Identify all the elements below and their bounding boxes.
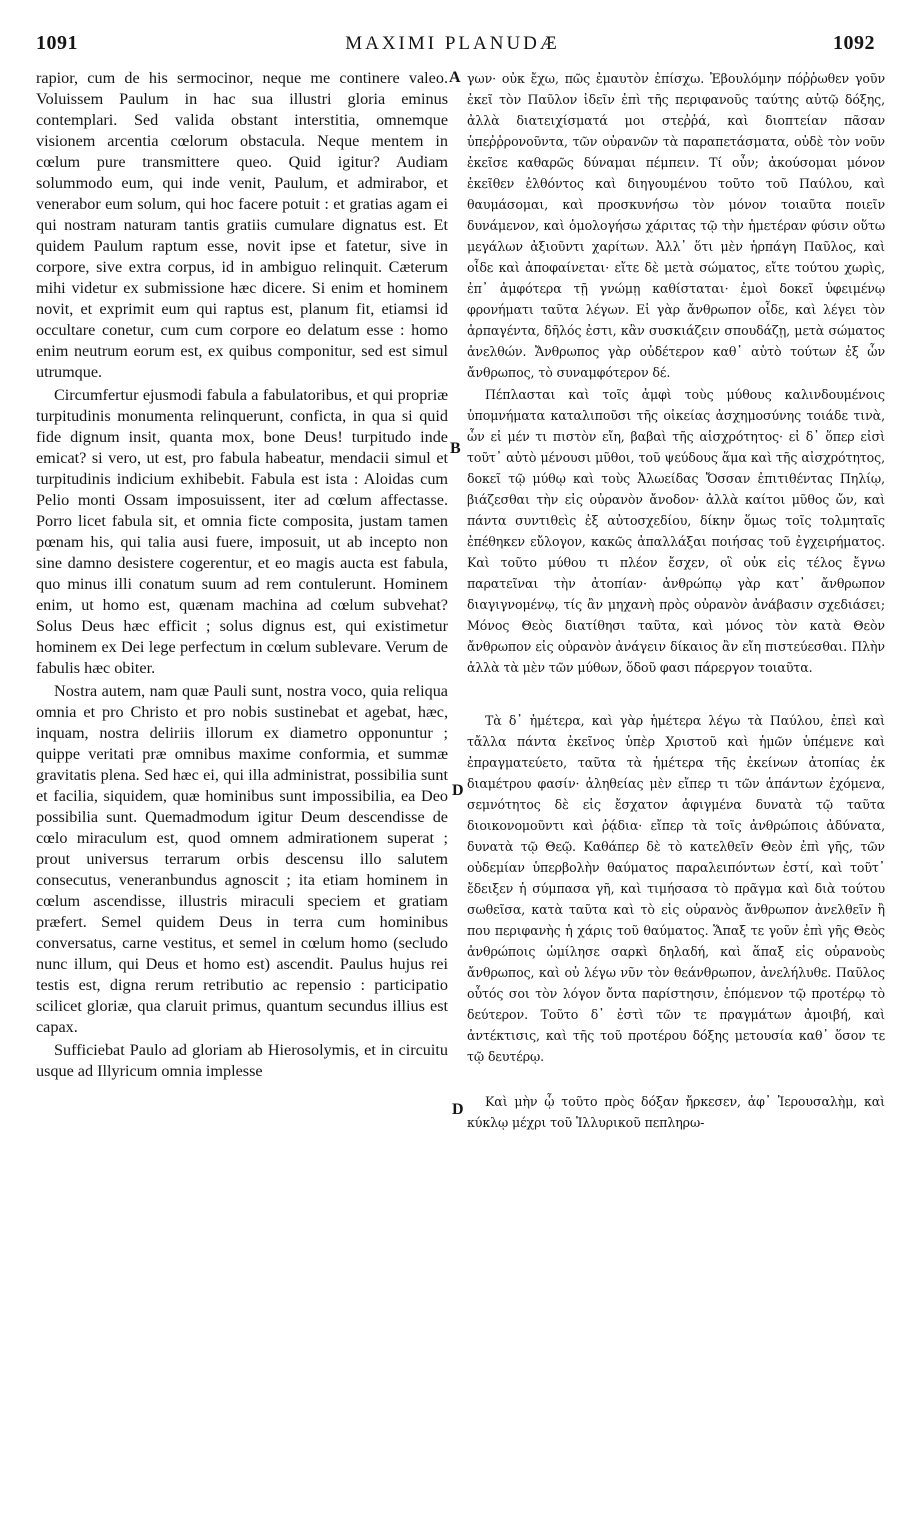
right-page-number: 1092 [833,32,875,54]
latin-paragraph: Circumfertur ejusmodi fabula a fabulatoribus, et qui propriæ turpitudinis monumenta relinquerunt, conficta, in qua si quid fide dignum insit, quanta mox, bone Deus! turpitudo inde emicat? si vero, ut est, pro fabula habeatur, mendacii simul et turpitudinis indicium exhibebit. Fabula est ista : Aloidas cum Pelio monti Ossam imposuissent, iter ad cœlum affectasse. Porro licet fabula sit, et omnia ficte composita, justam tamen pœnam his, qui talia ausi fuere, imposuit, ut ab incepto non sine damno desistere cogerentur, et eo magis aucta est fabula, quo minus illi conatum suum ad rem contulerunt. Hominem enim, ut homo est, quænam machina ad cœlum subvehat? Solus Deus hæc efficit ; solus dignus est, qui existimetur hominem ex Dei lege perfectum in cœlum sublevare. Verum de fabulis hæc obiter. [36,386,448,677]
margin-marker-d: D [452,782,464,799]
greek-paragraph: γων· οὐκ ἔχω, πῶς ἐμαυτὸν ἐπίσχω. Ἐβουλόμην πόῤῥωθεν γοῦν ἐκεῖ τὸν Παῦλον ἰδεῖν ἐπὶ τῆς περιφανοῦς ταύτης αὐτῷ δόξης, ἀλλὰ διατειχίσματά μοι στεῤῥά, καὶ διοπτείαν πᾶσαν ὑπεῤῥρονοῦντα, τῶν οὐρανῶν τὰ παραπετάσματα, οὐδὲ τὸν νοῦν ἐκεῖσε καθαρῶς δύναμαι πέμπειν. Τί οὖν; ἀκούσομαι μόνον ἐκεῖθεν ἐλθόντος καὶ διηγουμένου τοῦτο τοῦ Παύλου, καὶ θαυμάσομαι, καὶ προσκυνήσω τὸν μόνον τοιαῦτα ποιεῖν δυνάμενον, καὶ ὁμολογήσω χάριτας τῷ τὴν ἡμετέραν φύσιν οὕτω μεγάλων ἀξιοῦντι χαρίτων. Ἀλλ᾽ ὅτι μὲν ἡρπάγη Παῦλος, καὶ οἶδε καὶ ἀποφαίνεται· εἴτε δὲ μετὰ σώματος, εἴτε τούτου χωρὶς, ἐπ᾽ ἀμφότερα τῇ γνώμῃ καθίσταται· ἐμοὶ δοκεῖ ὑφειμένῳ φρονήματι ταῦτα λέγων. Εἰ γὰρ ἄνθρωπον οἶδε, καὶ λέγει τὸν ἁρπαγέντα, δῆλός ἐστι, κἂν συσκιάζειν σπουδάζῃ, μετὰ σώματος ἀνελθών. Ἄνθρωπος γὰρ οὐδέτερον καθ᾽ αὑτὸ τούτων ἐξ ὧν ἄνθρωπος, τὸ συναμφότερον δέ. [467,71,885,380]
margin-marker-b: B [450,440,461,457]
latin-paragraph: rapior, cum de his sermocinor, neque me continere valeo. Voluissem Paulum in hac sua illustri gloria eminus contemplari. Sed valida obstant interstitia, omnemque visionem arcentia cœlorum obstacula. Neque mentem in cœlum pure transmittere queo. Quid igitur? Audiam solummodo eum, qui inde venit, Paulum, et admirabor, et venerabor eum solum, qui hoc facere potuit : et gratias agam ei qui nostram naturam tantis gratiis cumulare dignatus est. Et quidem Paulum raptum esse, novit ipse et fatetur, sive in corpore, sive extra corpus, id in ambiguo relinquit. Cæterum mihi videtur ex submissione hæc dicere. Si enim et hominem novit, et exprimit eum qui raptus est, planum fit, etiamsi id occultare conetur, cum cum corpore eo delatum esse : homo enim neutrum eorum est, ex quibus componitur, sed est simul utrumque. [36,69,448,381]
greek-paragraph: Τὰ δ᾽ ἡμέτερα, καὶ γὰρ ἡμέτερα λέγω τὰ Παύλου, ἐπεὶ καὶ τἄλλα πάντα ἐκεῖνος ὑπὲρ Χριστοῦ καὶ ἡμῶν ὑπέμενε καὶ ἐπραγματεύετο, ταῦτα τὰ ἡμέτερα τῆς ἐκείνων ἀτοπίας ἐκ διαμέτρου φασίν· ἀληθείας μὲν εἴπερ τι τῶν ἁπάντων ἐχόμενα, σεμνότητος δὲ εἰς ἔσχατον ἀφιγμένα δυνατὰ τῷ ταῦτα διοικονομοῦντι καὶ ῥᾴδια· εἴπερ τὰ τοῖς ἀνθρώποις ἀδύνατα, δυνατὰ τῷ Θεῷ. Καθάπερ δὲ τὸ κατελθεῖν Θεὸν ἐπὶ γῆς, τῶν οὐδεμίαν ὑπερβολὴν θαύματος παραλειπόντων ἐστί, καὶ τοῦτ᾽ ἔδειξεν ἡ σύμπασα γῆ, καὶ τιμήσασα τὸ πρᾶγμα καὶ διὰ τούτου σωθεῖσα, κατὰ ταῦτα καὶ τὸ εἰς οὐρανὸς ἄνθρωπον ἀνελθεῖν ἢ που περιφανὴς ἡ χάρις τοῦ θαύματος. Ἅπαξ τε γοῦν ἐπὶ γῆς Θεὸς ἀνθρώποις ὡμίλησε σαρκὶ δηλαδή, καὶ ἅπαξ εἰς οὐρανοὺς ἄνθρωπος, καὶ οὐ λέγω νῦν τὸν θεάνθρωπον, ἀνελήλυθε. Παῦλος οὗτός σοι τὸν λόγον ὄντα παρίστησιν, ἑπόμενον τῷ προτέρῳ τὸ δεύτερον. Τοῦτο δ᾽ ἐστὶ τῶν τε πραγμάτων ἀμοιβή, καὶ ἀντέκτισις, καὶ τῆς τοῦ προτέρου δόξης μετουσία καθ᾽ ὅσον τε τῷ δευτέρῳ. [467,713,885,1064]
left-page-number: 1091 [36,32,78,54]
running-title: MAXIMI PLANUDÆ [345,33,560,54]
margin-marker-d-lower: D [452,1101,464,1118]
page-header [0,32,905,62]
greek-paragraph: Πέπλασται καὶ τοῖς ἀμφὶ τοὺς μύθους καλινδουμένοις ὑπομνήματα καταλιποῦσι τῆς οἰκείας ἀσχημοσύνης τοιάδε τινὰ, ὧν εἰ μέν τι πιστὸν εἴη, βαβαὶ τῆς αἰσχρότητος· εἰ δ᾽ ὅπερ εἰσὶ τοῦτ᾽ αὐτὸ μένουσι μῦθοι, τοῦ ψεύδους ἅμα καὶ τῆς αἰσχρότητος, δοκεῖ τῷ μύθῳ καὶ τοὺς Ἀλωείδας Ὄσσαν ἐπιτιθέντας Πηλίῳ, βιάζεσθαι τὴν εἰς οὐρανὸν ἄνοδον· ἀλλὰ καίτοι μῦθος ὤν, καὶ πάντα συντιθεὶς ἐξ αὐτοσχεδίου, δίκην ὅμως τοῖς τολμηταῖς ἐπέθηκεν εὔλογον, κακῶς ἀπαλλάξαι ποιήσας τοῦ ἐγχειρήματος. Καὶ τοῦτο μύθου τι πλέον ἔσχεν, οἳ οὐκ εἰς τέλος ἔγνω παρατεῖναι τὴν ἀτοπίαν· ἀνθρώπῳ γὰρ κατ᾽ ἄνθρωπον διαγιγνομένῳ, τίς ἂν μηχανὴ πρὸς οὐρανὸν ἀνάβασιν σχεδιάσει; Μόνος Θεὸς διατίθησι ταῦτα, καὶ μόνος τὸν κατὰ Θεὸν ἄνθρωπον εἰς οὐρανὸν ἀνάγειν δίκαιος ἂν εἴη πιστεύεσθαι. Πλὴν ἀλλὰ τὰ μὲν τῶν μύθων, ὅδοῦ φασι πάρεργον τοιαῦτα. [467,387,885,675]
latin-column [36,68,448,1082]
latin-paragraph: Sufficiebat Paulo ad gloriam ab Hierosolymis, et in circuitu usque ad Illyricum omnia implesse [36,1041,448,1080]
greek-paragraph: Καὶ μὴν ᾧ τοῦτο πρὸς δόξαν ἤρκεσεν, ἀφ᾽ Ἱερουσαλὴμ, καὶ κύκλῳ μέχρι τοῦ Ἰλλυρικοῦ πεπληρω- [467,1094,885,1130]
latin-paragraph: Nostra autem, nam quæ Pauli sunt, nostra voco, quia reliqua omnia et pro Christo et pro nobis sustinebat et agebat, hæc, inquam, nostra deliriis illorum ex diametro opponuntur ; quippe veritati præ omnibus maxime conformia, et summæ gravitatis plena. Sed hæc ei, qui illa administrat, possibilia sunt et facilia, siquidem, quæ hominibus sunt impossibilia, ea Deo possibilia sunt. Quemadmodum igitur Deum descendisse de cœlo miraculum est, quod omnem admirationem superat ; prout universus terrarum orbis descensu illo salutem consecutus, veneranbundus agnoscit ; ita etiam hominem in cœlum ascendisse, illustris miraculi speciem et gratiam præfert. Semel quidem Deus in terra cum hominibus conversatus, carne vestitus, et semel in cœlum homo (secludo nunc illum, qui Deus et homo est) ascendit. Paulus hujus rei testis est, digna rerum retributio ac repensio : participatio scilicet gloriæ, qua claruit primus, quantum secundus illius est capax. [36,682,448,1036]
margin-marker-a: A [449,69,461,86]
greek-column [467,68,885,1133]
